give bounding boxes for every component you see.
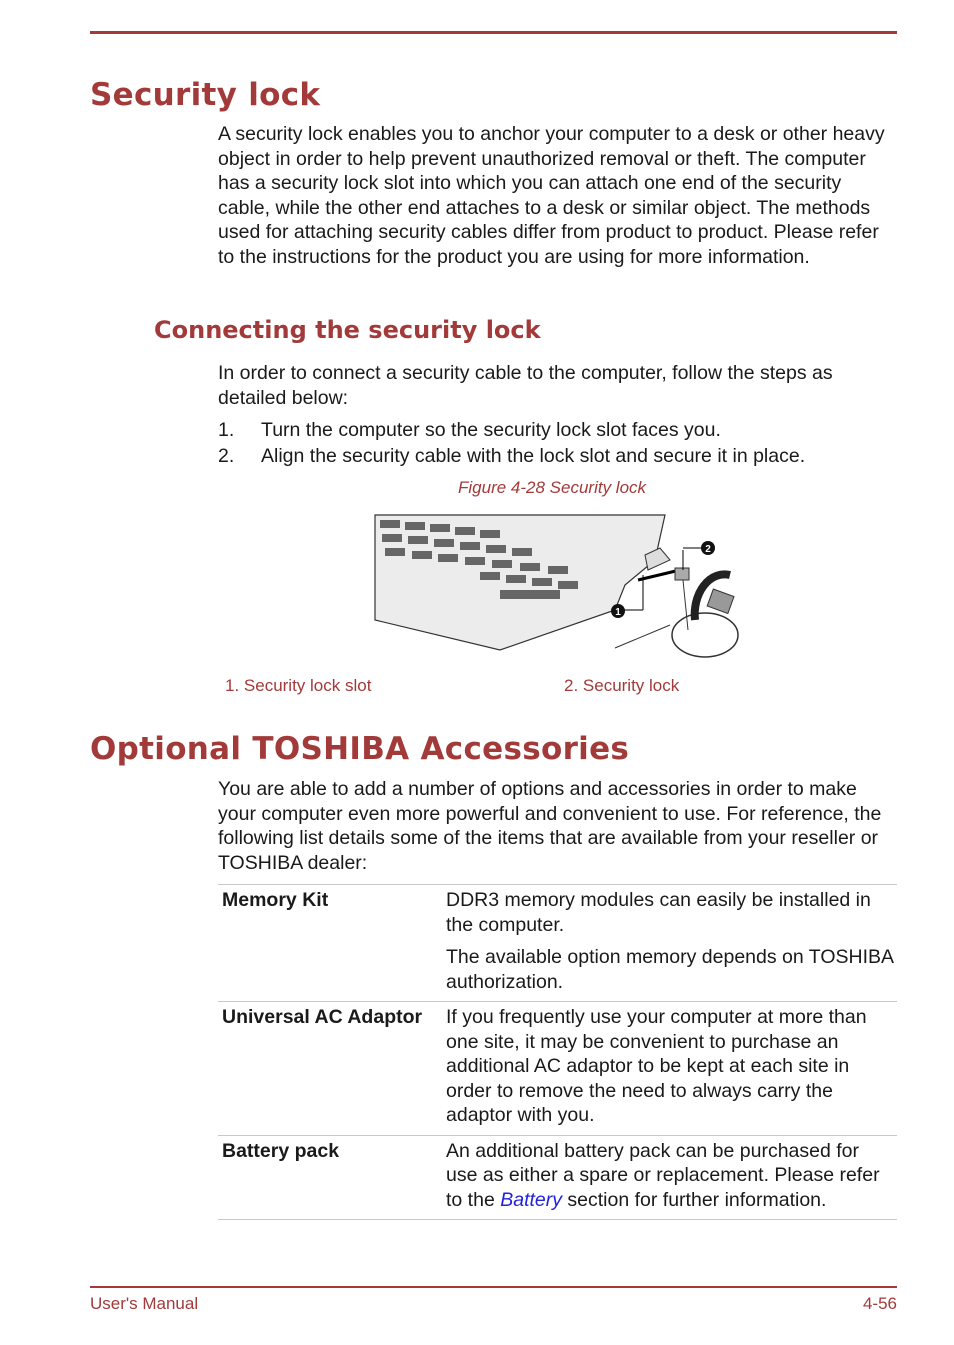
figure-caption: Figure 4-28 Security lock	[458, 478, 647, 497]
item-description	[442, 885, 897, 1002]
item-name: Universal AC Adaptor	[218, 1002, 442, 1136]
heading-optional-accessories: Optional TOSHIBA Accessories	[90, 731, 630, 767]
table-row	[218, 1002, 897, 1136]
security-lock-illustration	[370, 510, 750, 665]
security-lock-paragraph: A security lock enables you to anchor your computer to a desk or other heavy object in order to help prevent unauthorized removal or theft. The computer has a security lock slot into which you can attach one end of the security cable, while the other end attaches to a desk or similar object. The methods used for attaching security cables differ from product to product. Please refer to the instructions for the product you are using for more information.	[218, 123, 885, 268]
step-2	[218, 444, 805, 469]
item-description	[442, 1002, 897, 1136]
heading-security-lock: Security lock	[90, 77, 321, 113]
accessories-paragraph: You are able to add a number of options and accessories in order to make your computer even more powerful and convenient to use. For reference, the following list details some of the items that are available from your reseller or TOSHIBA dealer:	[218, 778, 882, 874]
heading-connecting: Connecting the security lock	[154, 316, 541, 344]
marker-1: 1	[615, 607, 621, 618]
legend-security-lock-slot: 1. Security lock slot	[225, 676, 372, 695]
connecting-intro: In order to connect a security cable to the computer, follow the steps as detailed below:	[218, 362, 833, 409]
footer-manual-title: User's Manual	[90, 1294, 199, 1313]
footer-rule	[90, 1286, 897, 1288]
description-text: section for further information.	[562, 1188, 827, 1211]
accessories-table	[218, 884, 897, 1220]
table-row	[218, 1135, 897, 1220]
description-text: DDR3 memory modules can easily be installed in the computer.	[446, 889, 871, 936]
step-text: Turn the computer so the security lock slot faces you.	[261, 419, 721, 441]
table-row	[218, 885, 897, 1002]
description-text: The available option memory depends on TOSHIBA authorization.	[446, 946, 893, 993]
step-number: 2.	[218, 445, 235, 467]
description-text: If you frequently use your computer at more than one site, it may be convenient to purchase an additional AC adaptor to be kept at each site in order to remove the need to always carry the adaptor with you.	[446, 1006, 867, 1126]
item-name: Battery pack	[218, 1135, 442, 1220]
battery-link[interactable]: Battery	[500, 1188, 562, 1211]
marker-2: 2	[705, 544, 711, 555]
item-name: Memory Kit	[218, 885, 442, 1002]
page-number: 4-56	[862, 1294, 897, 1313]
legend-security-lock: 2. Security lock	[564, 676, 680, 695]
description-text: An additional battery pack can be purchased for use as either a spare or replacement. Please refer to the	[446, 1139, 880, 1211]
top-rule	[90, 31, 897, 34]
step-number: 1.	[218, 419, 235, 441]
step-text: Align the security cable with the lock slot and secure it in place.	[261, 445, 806, 467]
item-description	[442, 1135, 897, 1220]
step-1	[218, 418, 721, 443]
